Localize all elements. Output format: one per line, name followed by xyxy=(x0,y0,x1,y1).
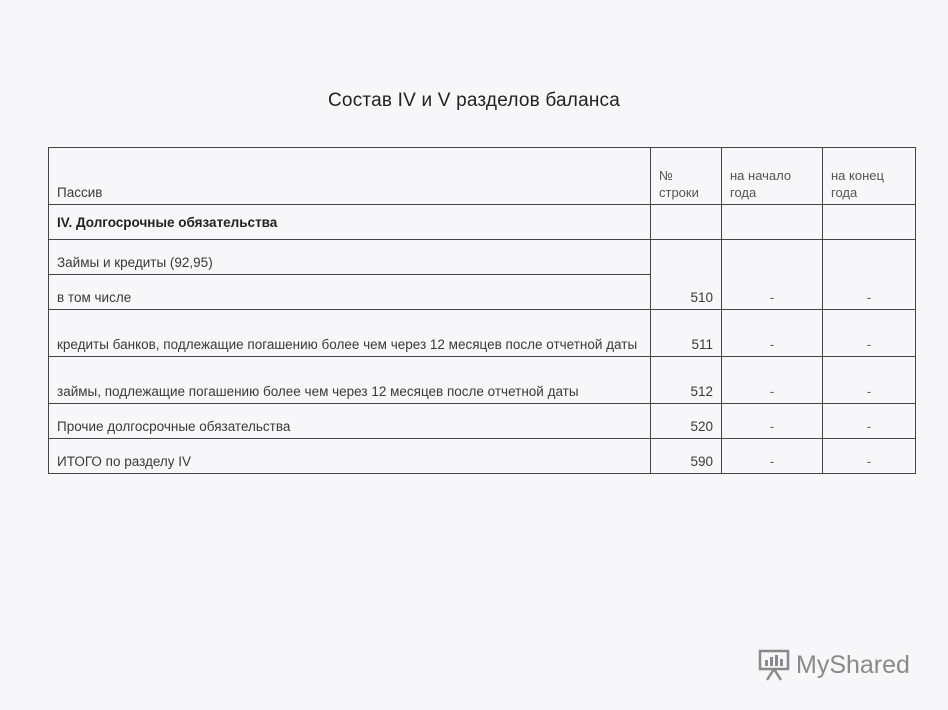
row-code: 510 xyxy=(651,240,722,310)
page-title: Состав IV и V разделов баланса xyxy=(328,90,620,111)
header-line-number: № строки xyxy=(651,148,722,205)
header-end-of-year: на конец года xyxy=(823,148,916,205)
row-start-value: - xyxy=(722,439,823,474)
table-row xyxy=(49,439,916,474)
header-passive: Пассив xyxy=(49,148,651,205)
row-start-value: - xyxy=(722,240,823,310)
section-empty-cell xyxy=(823,205,916,240)
row-code: 520 xyxy=(651,404,722,439)
row-code: 512 xyxy=(651,357,722,404)
table-header-row xyxy=(49,148,916,205)
section-empty-cell xyxy=(651,205,722,240)
row-label: Займы и кредиты (92,95) xyxy=(49,240,651,275)
header-start-of-year: на начало года xyxy=(722,148,823,205)
row-label: Прочие долгосрочные обязательства xyxy=(49,404,651,439)
section-empty-cell xyxy=(722,205,823,240)
row-label: ИТОГО по разделу IV xyxy=(49,439,651,474)
row-start-value: - xyxy=(722,357,823,404)
row-start-value: - xyxy=(722,404,823,439)
row-end-value: - xyxy=(823,404,916,439)
row-code: 590 xyxy=(651,439,722,474)
table-row xyxy=(49,404,916,439)
row-label: в том числе xyxy=(49,275,651,310)
row-end-value: - xyxy=(823,310,916,357)
row-start-value: - xyxy=(722,310,823,357)
table-row xyxy=(49,357,916,404)
watermark-text: MyShared xyxy=(796,650,910,679)
row-end-value: - xyxy=(823,240,916,310)
presentation-board-icon xyxy=(758,648,790,682)
table-row xyxy=(49,240,916,275)
row-label: кредиты банков, подлежащие погашению более чем через 12 месяцев после отчетной даты xyxy=(49,310,651,357)
balance-table xyxy=(48,147,916,474)
section-title: IV. Долгосрочные обязательства xyxy=(49,205,651,240)
table-row xyxy=(49,310,916,357)
row-end-value: - xyxy=(823,439,916,474)
watermark-logo xyxy=(758,648,910,682)
section-row xyxy=(49,205,916,240)
row-label: займы, подлежащие погашению более чем через 12 месяцев после отчетной даты xyxy=(49,357,651,404)
row-end-value: - xyxy=(823,357,916,404)
row-code: 511 xyxy=(651,310,722,357)
